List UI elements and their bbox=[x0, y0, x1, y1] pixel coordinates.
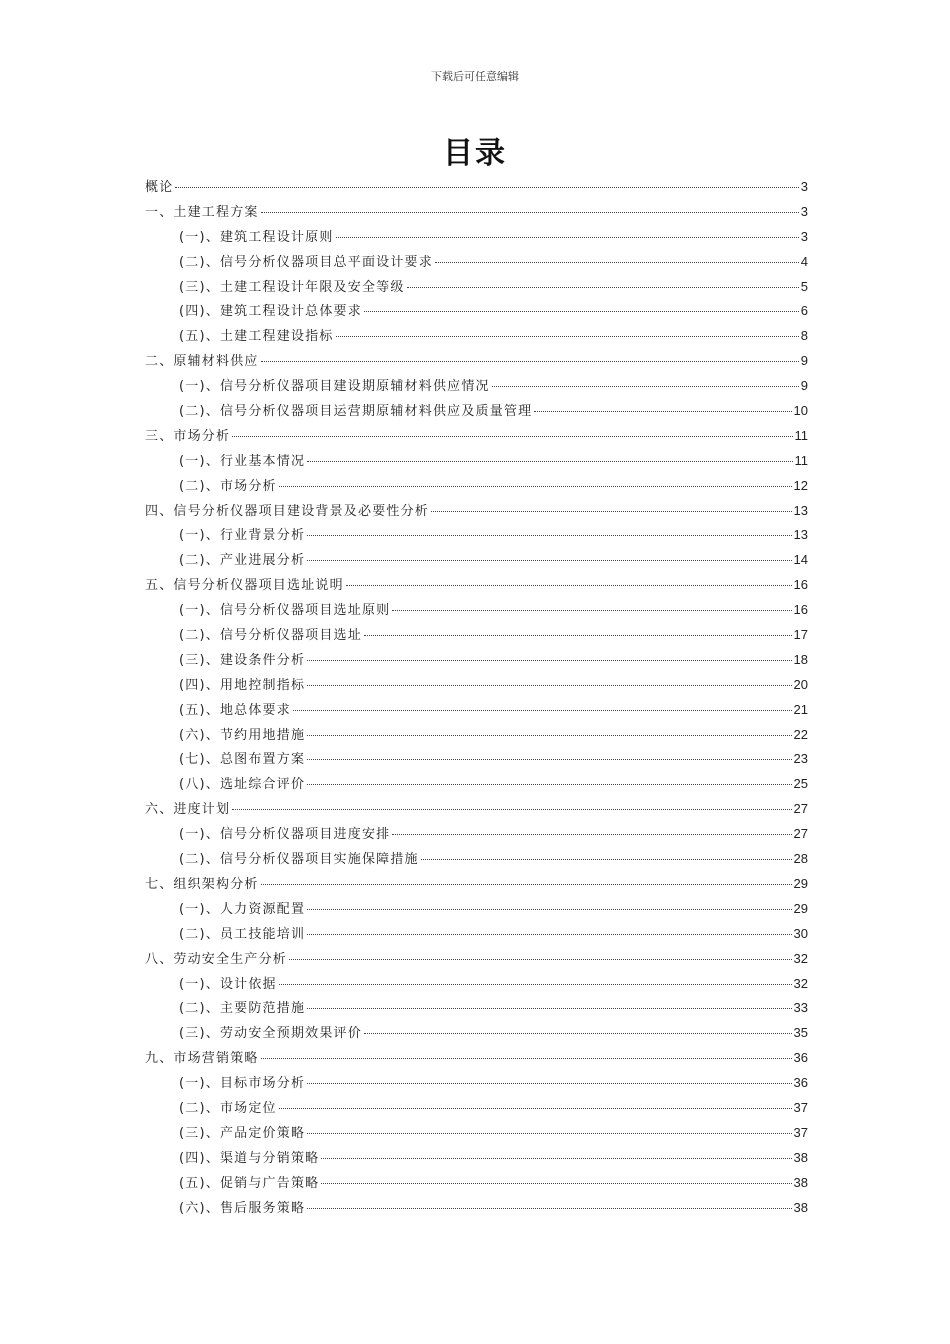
toc-entry-page: 29 bbox=[793, 875, 808, 891]
toc-entry-text: (二)、产业进展分析 bbox=[179, 553, 306, 569]
toc-entry-text: 六、进度计划 bbox=[145, 802, 231, 818]
toc-entry-text: 概论 bbox=[145, 180, 174, 195]
toc-entry-text: 一、土建工程方案 bbox=[145, 204, 259, 220]
toc-entry-text: (二)、信号分析仪器项目选址 bbox=[179, 628, 362, 644]
toc-entry-text: (三)、产品定价策略 bbox=[179, 1125, 306, 1141]
toc-dot-leader bbox=[307, 909, 791, 910]
toc-entry-text: 八、劳动安全生产分析 bbox=[145, 951, 288, 967]
toc-dot-leader bbox=[279, 1108, 792, 1109]
toc-entry-text: (二)、信号分析仪器项目运营期原辅材料供应及质量管理 bbox=[179, 404, 533, 420]
toc-dot-leader bbox=[307, 660, 791, 661]
toc-entry[interactable] bbox=[145, 623, 808, 648]
toc-entry-page: 38 bbox=[793, 1174, 808, 1190]
toc-dot-leader bbox=[364, 1033, 792, 1034]
toc-entry-text: (五)、促销与广告策略 bbox=[179, 1175, 320, 1191]
toc-entry-page: 37 bbox=[793, 1099, 808, 1115]
toc-entry-page: 9 bbox=[800, 378, 808, 394]
toc-entry-text: (一)、信号分析仪器项目选址原则 bbox=[179, 603, 391, 619]
toc-dot-leader bbox=[307, 461, 792, 462]
toc-entry-page: 35 bbox=[793, 1025, 808, 1041]
toc-dot-leader bbox=[407, 287, 799, 288]
toc-entry[interactable] bbox=[145, 822, 808, 847]
toc-dot-leader bbox=[279, 486, 792, 487]
toc-dot-leader bbox=[307, 1008, 791, 1009]
toc-entry-page: 37 bbox=[793, 1124, 808, 1140]
toc-entry[interactable] bbox=[145, 1196, 808, 1221]
toc-entry-text: (二)、主要防范措施 bbox=[179, 1001, 306, 1017]
toc-entry-page: 9 bbox=[800, 353, 808, 369]
toc-entry-page: 5 bbox=[800, 278, 808, 294]
toc-entry[interactable] bbox=[145, 275, 808, 300]
toc-entry-page: 32 bbox=[793, 950, 808, 966]
toc-entry-text: (二)、员工技能培训 bbox=[179, 926, 306, 942]
toc-entry[interactable] bbox=[145, 1071, 808, 1096]
toc-entry-page: 38 bbox=[793, 1199, 808, 1215]
toc-entry-text: (一)、人力资源配置 bbox=[179, 901, 306, 917]
toc-entry[interactable] bbox=[145, 399, 808, 424]
toc-entry[interactable] bbox=[145, 548, 808, 573]
toc-entry-page: 3 bbox=[800, 203, 808, 219]
toc-entry-text: (一)、目标市场分析 bbox=[179, 1076, 306, 1092]
toc-entry[interactable] bbox=[145, 424, 808, 449]
toc-dot-leader bbox=[175, 187, 798, 188]
toc-entry-text: 四、信号分析仪器项目建设背景及必要性分析 bbox=[145, 503, 430, 519]
toc-entry[interactable] bbox=[145, 374, 808, 399]
header-note: 下载后可任意编辑 bbox=[431, 70, 519, 83]
toc-entry[interactable] bbox=[145, 523, 808, 548]
toc-entry-text: (四)、建筑工程设计总体要求 bbox=[179, 304, 362, 320]
toc-entry-text: 七、组织架构分析 bbox=[145, 876, 259, 892]
toc-entry[interactable] bbox=[145, 474, 808, 499]
toc-entry[interactable] bbox=[145, 897, 808, 922]
toc-entry-page: 13 bbox=[793, 502, 808, 518]
toc-entry-page: 29 bbox=[793, 900, 808, 916]
toc-entry[interactable] bbox=[145, 1046, 808, 1071]
toc-entry-page: 12 bbox=[793, 477, 808, 493]
toc-entry[interactable] bbox=[145, 847, 808, 872]
toc-entry[interactable] bbox=[145, 1121, 808, 1146]
toc-entry-page: 33 bbox=[793, 1000, 808, 1016]
toc-dot-leader bbox=[307, 1133, 791, 1134]
toc-dot-leader bbox=[261, 884, 792, 885]
toc-entry-page: 4 bbox=[800, 253, 808, 269]
toc-dot-leader bbox=[261, 212, 799, 213]
toc-dot-leader bbox=[232, 436, 792, 437]
toc-entry-page: 16 bbox=[793, 577, 808, 593]
toc-dot-leader bbox=[307, 560, 791, 561]
toc-entry-page: 16 bbox=[793, 602, 808, 618]
toc-entry[interactable] bbox=[145, 299, 808, 324]
toc-entry[interactable] bbox=[145, 648, 808, 673]
toc-entry-text: (三)、土建工程设计年限及安全等级 bbox=[179, 279, 405, 295]
toc-entry-text: (一)、行业背景分析 bbox=[179, 528, 306, 544]
toc-dot-leader bbox=[261, 1058, 792, 1059]
toc-dot-leader bbox=[307, 1083, 791, 1084]
toc-entry-page: 18 bbox=[793, 651, 808, 667]
toc-entry-page: 22 bbox=[793, 726, 808, 742]
toc-dot-leader bbox=[232, 809, 791, 810]
toc-entry[interactable] bbox=[145, 972, 808, 997]
toc-entry-text: 九、市场营销策略 bbox=[145, 1051, 259, 1067]
toc-entry-text: (二)、市场分析 bbox=[179, 478, 277, 494]
toc-entry-page: 11 bbox=[794, 452, 808, 468]
toc-entry-text: (六)、售后服务策略 bbox=[179, 1200, 306, 1216]
toc-entry-text: (四)、渠道与分销策略 bbox=[179, 1150, 320, 1166]
toc-entry-text: (一)、建筑工程设计原则 bbox=[179, 229, 334, 245]
toc-entry-page: 3 bbox=[800, 228, 808, 244]
toc-dot-leader bbox=[307, 1208, 791, 1209]
toc-entry[interactable] bbox=[145, 250, 808, 275]
toc-entry[interactable] bbox=[145, 324, 808, 349]
toc-entry[interactable] bbox=[145, 499, 808, 524]
toc-entry[interactable] bbox=[145, 449, 808, 474]
toc-dot-leader bbox=[492, 386, 799, 387]
toc-entry-text: (一)、设计依据 bbox=[179, 976, 277, 992]
toc-entry-page: 10 bbox=[793, 403, 808, 419]
toc-entry[interactable] bbox=[145, 947, 808, 972]
toc-dot-leader bbox=[307, 759, 791, 760]
toc-entry[interactable] bbox=[145, 723, 808, 748]
toc-entry[interactable] bbox=[145, 797, 808, 822]
toc-entry-text: 三、市场分析 bbox=[145, 428, 231, 444]
toc-dot-leader bbox=[289, 959, 792, 960]
toc-entry-text: (三)、劳动安全预期效果评价 bbox=[179, 1026, 362, 1042]
toc-list bbox=[145, 175, 808, 1220]
toc-entry-page: 28 bbox=[793, 851, 808, 867]
toc-entry-text: (五)、土建工程建设指标 bbox=[179, 329, 334, 345]
toc-dot-leader bbox=[435, 262, 799, 263]
toc-entry-page: 20 bbox=[793, 676, 808, 692]
toc-entry[interactable] bbox=[145, 200, 808, 225]
toc-entry-text: (七)、总图布置方案 bbox=[179, 752, 306, 768]
toc-entry-page: 11 bbox=[794, 427, 808, 443]
toc-dot-leader bbox=[307, 685, 791, 686]
toc-entry[interactable] bbox=[145, 698, 808, 723]
toc-entry-page: 21 bbox=[793, 701, 808, 717]
toc-entry-text: (八)、选址综合评价 bbox=[179, 777, 306, 793]
toc-dot-leader bbox=[321, 1158, 791, 1159]
toc-entry-text: (六)、节约用地措施 bbox=[179, 727, 306, 743]
toc-entry-page: 25 bbox=[793, 776, 808, 792]
toc-entry-text: 五、信号分析仪器项目选址说明 bbox=[145, 578, 344, 594]
toc-dot-leader bbox=[421, 859, 792, 860]
toc-entry[interactable] bbox=[145, 1021, 808, 1046]
toc-entry-page: 36 bbox=[793, 1050, 808, 1066]
toc-dot-leader bbox=[534, 411, 791, 412]
toc-entry[interactable] bbox=[145, 922, 808, 947]
toc-entry-page: 23 bbox=[793, 751, 808, 767]
toc-entry[interactable] bbox=[145, 349, 808, 374]
toc-entry-text: (二)、信号分析仪器项目总平面设计要求 bbox=[179, 254, 433, 270]
toc-entry[interactable] bbox=[145, 175, 808, 200]
toc-entry-page: 6 bbox=[800, 303, 808, 319]
toc-entry[interactable] bbox=[145, 772, 808, 797]
toc-dot-leader bbox=[307, 934, 791, 935]
toc-entry-text: (三)、建设条件分析 bbox=[179, 652, 306, 668]
toc-dot-leader bbox=[392, 834, 791, 835]
toc-entry-text: (二)、市场定位 bbox=[179, 1100, 277, 1116]
toc-entry[interactable] bbox=[145, 1171, 808, 1196]
toc-dot-leader bbox=[336, 237, 799, 238]
toc-entry[interactable] bbox=[145, 1146, 808, 1171]
toc-dot-leader bbox=[293, 710, 792, 711]
toc-entry-text: 二、原辅材料供应 bbox=[145, 354, 259, 370]
toc-entry-text: (一)、信号分析仪器项目进度安排 bbox=[179, 827, 391, 843]
toc-entry[interactable] bbox=[145, 996, 808, 1021]
toc-entry-page: 3 bbox=[800, 179, 808, 194]
toc-dot-leader bbox=[364, 311, 799, 312]
toc-title: 目录 bbox=[443, 136, 507, 171]
toc-dot-leader bbox=[307, 735, 791, 736]
toc-entry-page: 38 bbox=[793, 1149, 808, 1165]
toc-entry-text: (一)、信号分析仪器项目建设期原辅材料供应情况 bbox=[179, 379, 490, 395]
toc-entry-page: 32 bbox=[793, 975, 808, 991]
toc-entry-page: 36 bbox=[793, 1075, 808, 1091]
toc-dot-leader bbox=[261, 361, 799, 362]
toc-dot-leader bbox=[392, 610, 791, 611]
toc-entry[interactable] bbox=[145, 225, 808, 250]
toc-entry-text: (五)、地总体要求 bbox=[179, 702, 291, 718]
toc-entry-page: 27 bbox=[793, 801, 808, 817]
toc-entry[interactable] bbox=[145, 872, 808, 897]
toc-dot-leader bbox=[336, 336, 799, 337]
toc-dot-leader bbox=[346, 585, 792, 586]
toc-entry[interactable] bbox=[145, 1096, 808, 1121]
toc-entry[interactable] bbox=[145, 573, 808, 598]
toc-dot-leader bbox=[431, 511, 792, 512]
toc-dot-leader bbox=[307, 535, 791, 536]
toc-dot-leader bbox=[279, 984, 792, 985]
toc-entry[interactable] bbox=[145, 598, 808, 623]
toc-entry[interactable] bbox=[145, 673, 808, 698]
toc-entry-text: (一)、行业基本情况 bbox=[179, 453, 306, 469]
toc-dot-leader bbox=[307, 784, 791, 785]
toc-entry-page: 13 bbox=[793, 527, 808, 543]
toc-entry-text: (四)、用地控制指标 bbox=[179, 677, 306, 693]
toc-entry-page: 27 bbox=[793, 826, 808, 842]
toc-entry[interactable] bbox=[145, 747, 808, 772]
toc-entry-page: 14 bbox=[793, 552, 808, 568]
toc-dot-leader bbox=[321, 1183, 791, 1184]
toc-entry-text: (二)、信号分析仪器项目实施保障措施 bbox=[179, 852, 419, 868]
toc-entry-page: 17 bbox=[793, 627, 808, 643]
toc-dot-leader bbox=[364, 635, 792, 636]
toc-entry-page: 30 bbox=[793, 925, 808, 941]
toc-entry-page: 8 bbox=[800, 328, 808, 344]
